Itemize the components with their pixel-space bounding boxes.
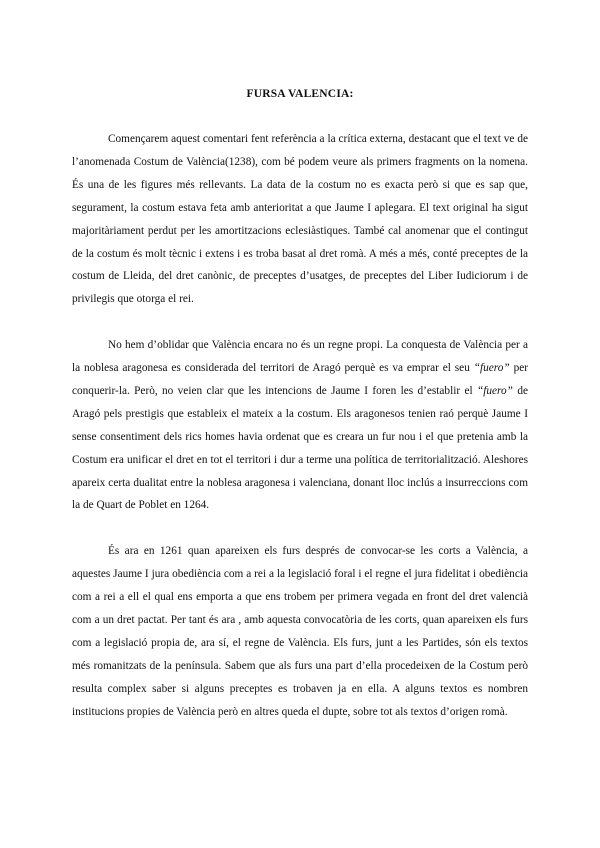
document-title: FURSA VALENCIA: [246,88,354,100]
document-page [72,88,528,746]
paragraph-2-text-c: de Aragó pels prestigis que estableix el mateix a la costum. Els aragonesos tenien raó perquè Jaume I sense consentiment dels rics homes havia ordenat que es creara un fur nou i el que pretenia amb la Costum era unificar el dret en tot el territori i dur a terme una política de territorialització. Aleshores apareix certa dualitat entre la noblesa aragonesa i valenciana, donant lloc inclús a insurreccions com la de Quart de Poblet en 1264. [72,384,528,512]
paragraph-3 [72,540,528,723]
paragraph-1-text: Començarem aquest comentari fent referència a la crítica externa, destacant que el text ve de l’anomenada Costum de València(1238), com bé podem veure als primers fragments on la nomena. És una de les figures més rellevants. La data de la costum no es exacta però si que es sap que, segurament, la costum estava feta amb anterioritat a que Jaume I aplegara. El text original ha sigut majoritàriament perdut per les amortitzacions eclesiàstiques. També cal anomenar que el contingut de la costum és molt tècnic i extens i es troba basat al dret romà. A més a més, conté preceptes de la costum de Lleida, del dret canònic, de preceptes d’usatges, de preceptes del Liber Iudiciorum i de privilegis que otorga el rei. [72,133,528,306]
fuero-term: “fuero” [473,362,510,375]
paragraph-2 [72,334,528,517]
paragraph-2-text-a: No hem d’oblidar que València encara no és un regne propi. La conquesta de València per a la noblesa aragonesa es considerada del territori de Aragó perquè es va emprar el seu [72,339,528,375]
paragraph-1 [72,128,528,311]
fuero-term: “fuero” [476,384,513,397]
paragraph-2-text-b: per conquerir-la. Però, no veien clar que les intencions de Jaume I foren les d’establir el [72,362,529,397]
paragraph-3-text: És ara en 1261 quan apareixen els furs després de convocar-se les corts a València, a aquestes Jaume I jura obediència com a rei a la legislació foral i el regne el jura fidelitat i obediència com a rei a ell el qual ens emporta a que ens trobem per primera vegada en front del dret valencià com a un dret pactat. Per tant és ara , amb aquesta convocatòria de les corts, quan apareixen els furs com a legislació propia de, ara sí, el regne de València. Els furs, junt a les Partides, són els textos més romanitzats de la península. Sabem que als furs una part d’ella procedeixen de la Costum però resulta complex saber si alguns preceptes es trobaven ja en ella. A alguns textos es nombren institucions propies de València però en altres queda el dupte, sobre tot als textos d’origen romà. [72,545,528,718]
